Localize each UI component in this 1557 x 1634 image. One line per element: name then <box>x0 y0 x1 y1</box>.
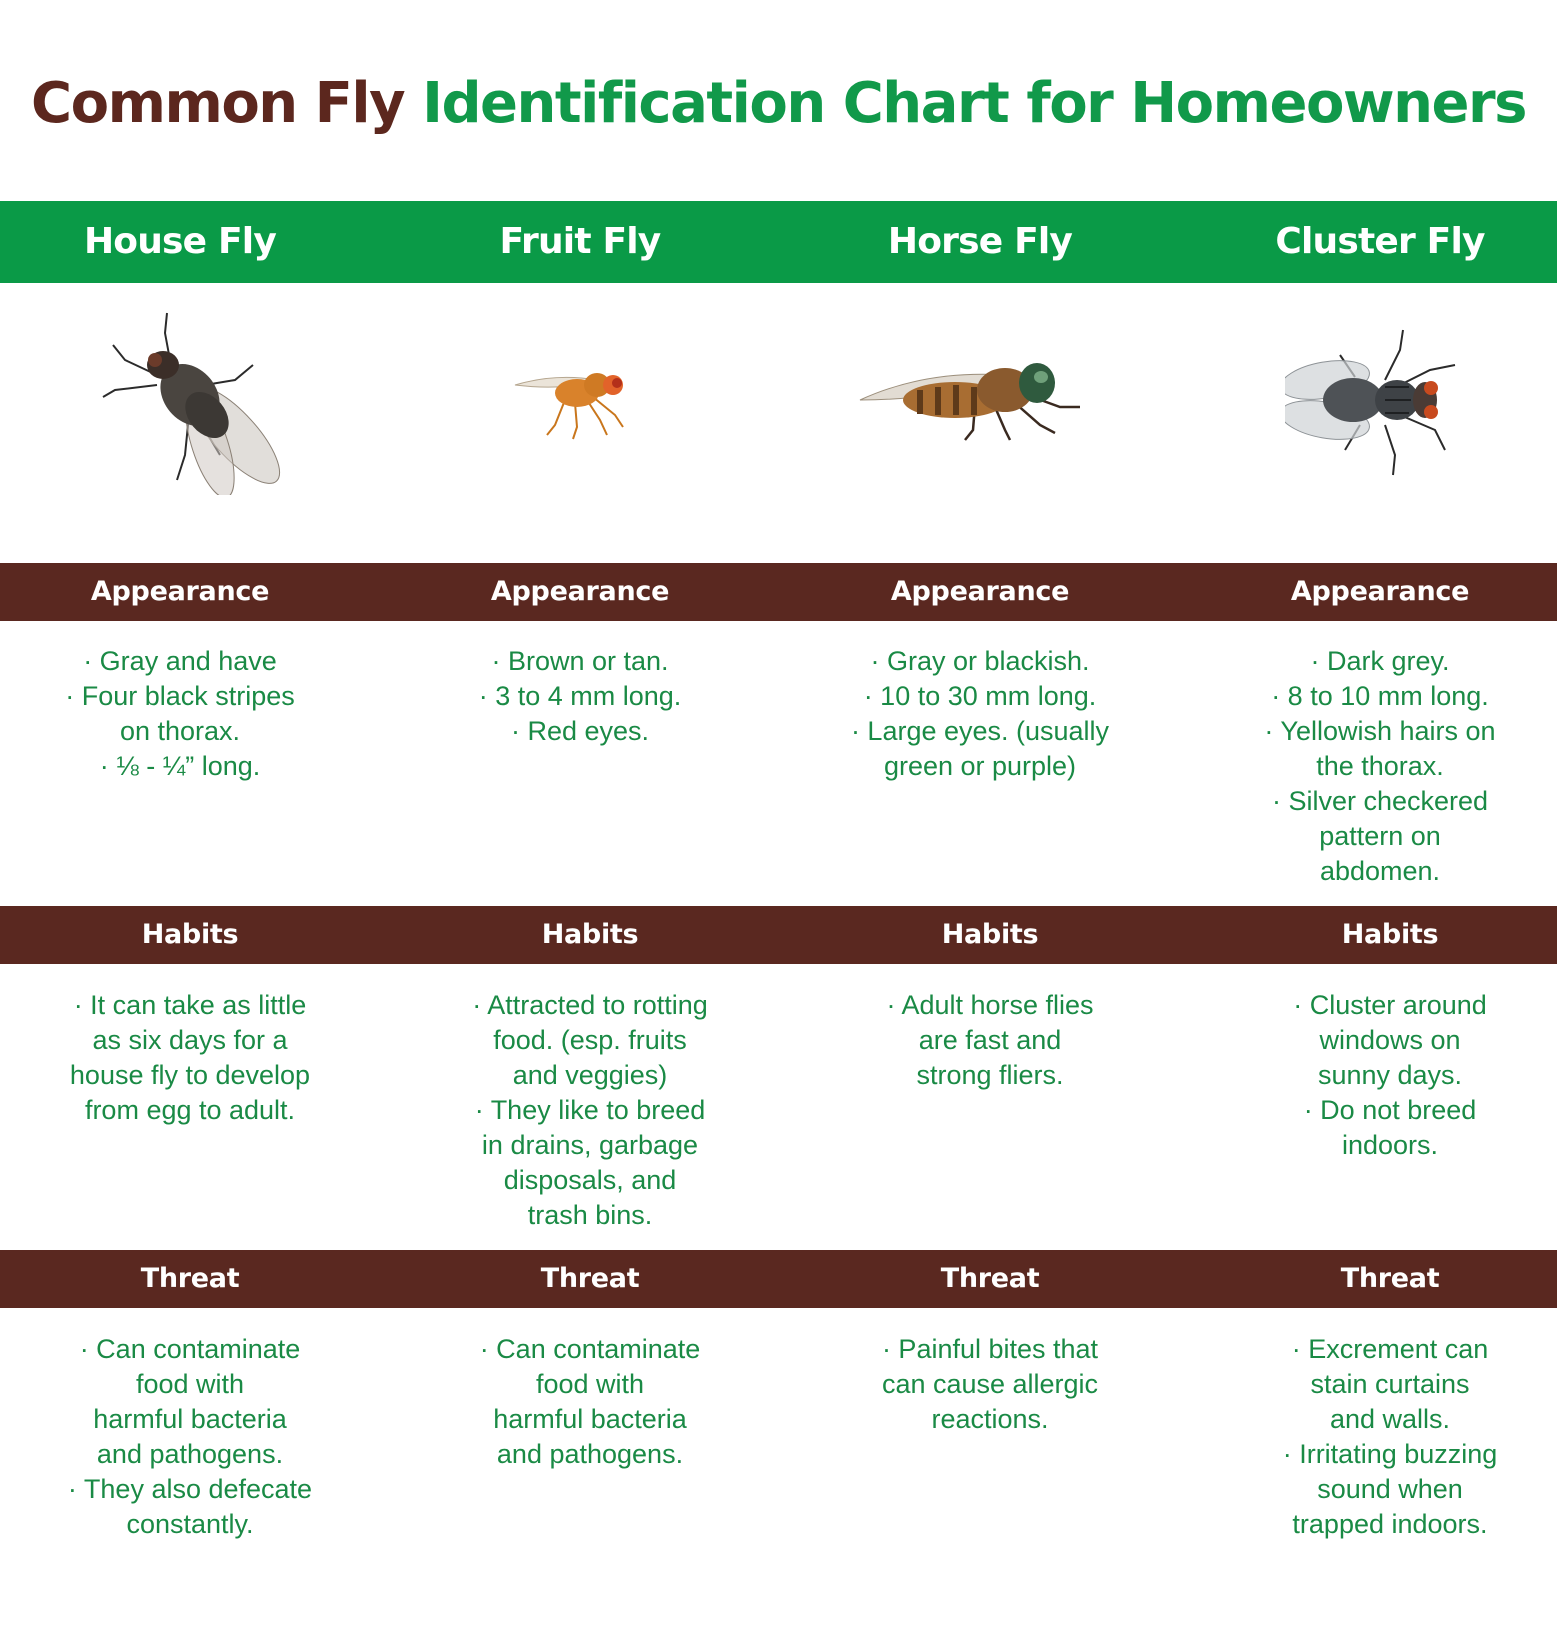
horse-fly-icon <box>855 345 1095 445</box>
text-line: sunny days. <box>1317 1060 1463 1090</box>
appearance-label: Appearance <box>890 576 1070 607</box>
text-line: the thorax. <box>1316 751 1444 781</box>
threat-label: Threat <box>140 1263 240 1294</box>
text-line: · Yellowish hairs on <box>1264 716 1496 746</box>
text-line: · Dark grey. <box>1310 646 1450 676</box>
threat-text-house-fly <box>0 1332 390 1542</box>
text-line: windows on <box>1319 1025 1461 1055</box>
appearance-label: Appearance <box>1290 576 1470 607</box>
threat-label: Threat <box>1340 1263 1440 1294</box>
text-line: · Excrement can <box>1291 1334 1489 1364</box>
text-line: · 3 to 4 mm long. <box>478 681 682 711</box>
text-line: · Brown or tan. <box>491 646 669 676</box>
page-title <box>0 62 1557 146</box>
appearance-label: Appearance <box>490 576 670 607</box>
text-line: · Gray and have <box>83 646 277 676</box>
text-line: house fly to develop <box>69 1060 311 1090</box>
house-fly-icon <box>95 305 295 495</box>
text-line: and pathogens. <box>496 1439 684 1469</box>
fruit-fly-icon <box>505 355 645 445</box>
threat-text-fruit-fly <box>390 1332 790 1472</box>
text-line: on thorax. <box>119 716 241 746</box>
text-line: reactions. <box>931 1404 1049 1434</box>
habits-text-fruit-fly <box>390 988 790 1233</box>
text-line: · Do not breed <box>1303 1095 1477 1125</box>
text-line: in drains, garbage <box>481 1130 699 1160</box>
text-line: constantly. <box>126 1509 254 1539</box>
text-line: · Attracted to rotting <box>472 990 708 1020</box>
text-line: pattern on <box>1319 821 1441 851</box>
text-line: sound when <box>1317 1474 1463 1504</box>
text-line: and veggies) <box>512 1060 668 1090</box>
title-part-brown: Common Fly <box>31 71 405 136</box>
appearance-label: Appearance <box>90 576 270 607</box>
threat-text-horse-fly <box>790 1332 1190 1437</box>
text-line: · Can contaminate <box>79 1334 301 1364</box>
text-line: indoors. <box>1341 1130 1439 1160</box>
text-line: · They also defecate <box>67 1474 313 1504</box>
fly-name-fruit-fly: Fruit Fly <box>499 221 661 262</box>
text-line: · Silver checkered <box>1271 786 1489 816</box>
threat-text-cluster-fly <box>1190 1332 1557 1542</box>
text-line: · Can contaminate <box>479 1334 701 1364</box>
text-line: food with <box>135 1369 245 1399</box>
threat-label: Threat <box>540 1263 640 1294</box>
text-line: and pathogens. <box>96 1439 284 1469</box>
text-line: can cause allergic <box>881 1369 1099 1399</box>
text-line: harmful bacteria <box>93 1404 287 1434</box>
text-line: harmful bacteria <box>493 1404 687 1434</box>
text-line: and walls. <box>1329 1404 1451 1434</box>
appearance-text-house-fly <box>0 644 380 784</box>
text-line: · Red eyes. <box>510 716 650 746</box>
text-line: as six days for a <box>92 1025 288 1055</box>
appearance-text-cluster-fly <box>1180 644 1557 889</box>
text-line: disposals, and <box>503 1165 677 1195</box>
appearance-text-fruit-fly <box>380 644 780 749</box>
fly-name-cluster-fly: Cluster Fly <box>1275 221 1485 262</box>
title-part-green: Identification Chart for Homeowners <box>422 71 1526 136</box>
text-line: · Cluster around <box>1293 990 1487 1020</box>
habits-label: Habits <box>541 919 639 950</box>
text-line: food. (esp. fruits <box>493 1025 687 1055</box>
habits-label: Habits <box>1341 919 1439 950</box>
text-line: stain curtains <box>1310 1369 1470 1399</box>
text-line: green or purple) <box>883 751 1077 781</box>
text-line: are fast and <box>918 1025 1062 1055</box>
text-line: · Painful bites that <box>881 1334 1099 1364</box>
habits-label: Habits <box>941 919 1039 950</box>
text-line: · Gray or blackish. <box>870 646 1090 676</box>
text-line: food with <box>535 1369 645 1399</box>
habits-text-cluster-fly <box>1190 988 1557 1163</box>
text-line: · Large eyes. (usually <box>850 716 1110 746</box>
appearance-text-horse-fly <box>780 644 1180 784</box>
text-line: · ⅛ - ¼” long. <box>99 751 261 781</box>
fly-name-horse-fly: Horse Fly <box>887 221 1073 262</box>
text-line: · It can take as little <box>73 990 307 1020</box>
text-line: · Irritating buzzing <box>1282 1439 1498 1469</box>
text-line: trapped indoors. <box>1292 1509 1488 1539</box>
threat-label: Threat <box>940 1263 1040 1294</box>
text-line: · Adult horse flies <box>886 990 1094 1020</box>
text-line: · They like to breed <box>474 1095 706 1125</box>
cluster-fly-icon <box>1285 325 1465 480</box>
habits-text-house-fly <box>0 988 390 1128</box>
fly-name-house-fly: House Fly <box>83 221 277 262</box>
text-line: abdomen. <box>1319 856 1441 886</box>
text-line: · Four black stripes <box>65 681 295 711</box>
text-line: trash bins. <box>527 1200 653 1230</box>
text-line: strong fliers. <box>916 1060 1064 1090</box>
habits-label: Habits <box>141 919 239 950</box>
text-line: from egg to adult. <box>84 1095 296 1125</box>
text-line: · 10 to 30 mm long. <box>863 681 1097 711</box>
habits-text-horse-fly <box>790 988 1190 1093</box>
text-line: · 8 to 10 mm long. <box>1271 681 1489 711</box>
